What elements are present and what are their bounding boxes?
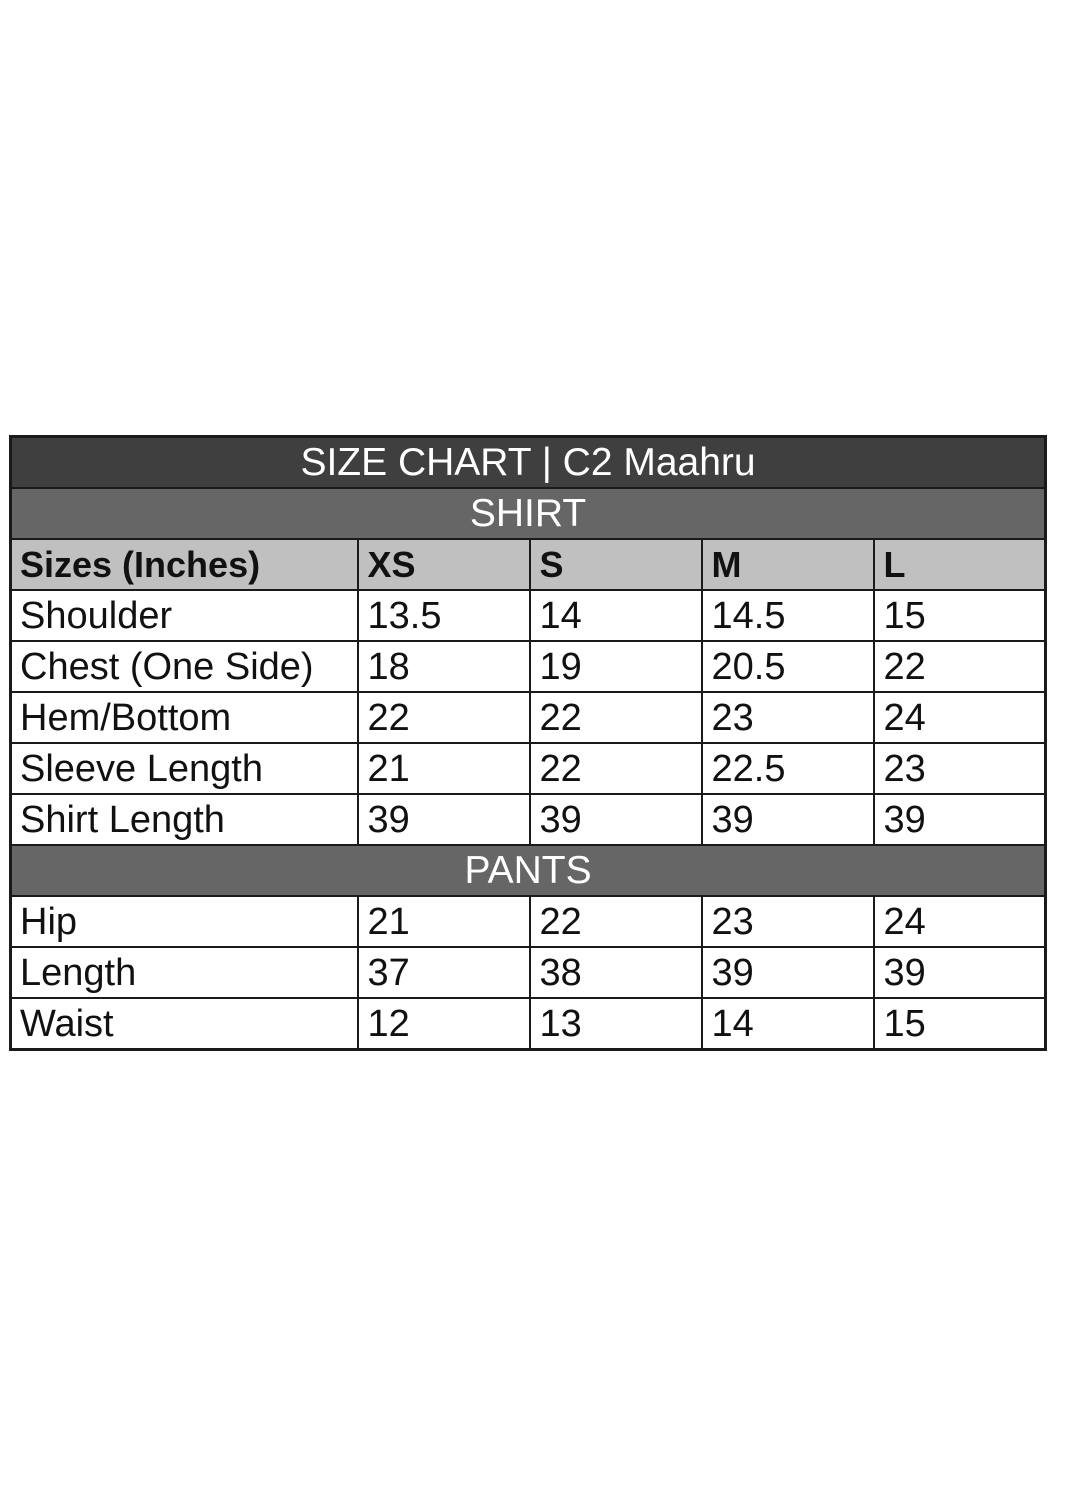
measurement-value: 37 bbox=[358, 947, 530, 998]
shirt-section-label: SHIRT bbox=[11, 488, 1046, 539]
measurement-value: 39 bbox=[874, 947, 1046, 998]
table-row bbox=[11, 743, 1046, 794]
measurement-value: 21 bbox=[358, 743, 530, 794]
size-header-xs: XS bbox=[358, 539, 530, 590]
measurement-value: 39 bbox=[702, 794, 874, 845]
measurement-value: 14 bbox=[702, 998, 874, 1050]
size-chart-table bbox=[9, 435, 1047, 1051]
pants-section-row bbox=[11, 845, 1046, 896]
pants-section-label: PANTS bbox=[11, 845, 1046, 896]
measurement-value: 23 bbox=[702, 692, 874, 743]
title-row bbox=[11, 437, 1046, 489]
measurement-value: 14 bbox=[530, 590, 702, 641]
measurement-value: 24 bbox=[874, 692, 1046, 743]
size-header-m: M bbox=[702, 539, 874, 590]
measurement-value: 15 bbox=[874, 590, 1046, 641]
measurement-value: 22 bbox=[530, 692, 702, 743]
measurement-value: 22 bbox=[874, 641, 1046, 692]
measurement-label: Shoulder bbox=[11, 590, 358, 641]
measurement-value: 23 bbox=[874, 743, 1046, 794]
measurement-label: Shirt Length bbox=[11, 794, 358, 845]
measurement-label: Chest (One Side) bbox=[11, 641, 358, 692]
measurement-value: 39 bbox=[358, 794, 530, 845]
measurement-value: 23 bbox=[702, 896, 874, 947]
measurement-value: 12 bbox=[358, 998, 530, 1050]
measurement-value: 19 bbox=[530, 641, 702, 692]
measurement-label: Length bbox=[11, 947, 358, 998]
measurement-value: 38 bbox=[530, 947, 702, 998]
measurement-value: 13.5 bbox=[358, 590, 530, 641]
measurement-value: 39 bbox=[874, 794, 1046, 845]
measurement-label: Waist bbox=[11, 998, 358, 1050]
shirt-section-row bbox=[11, 488, 1046, 539]
measurement-value: 24 bbox=[874, 896, 1046, 947]
table-row bbox=[11, 947, 1046, 998]
measurement-value: 14.5 bbox=[702, 590, 874, 641]
table-row bbox=[11, 896, 1046, 947]
measurement-label: Hem/Bottom bbox=[11, 692, 358, 743]
measurement-value: 13 bbox=[530, 998, 702, 1050]
measurement-value: 39 bbox=[702, 947, 874, 998]
size-header-s: S bbox=[530, 539, 702, 590]
measurement-value: 18 bbox=[358, 641, 530, 692]
measurement-value: 39 bbox=[530, 794, 702, 845]
measurement-value: 22 bbox=[530, 896, 702, 947]
measurement-value: 21 bbox=[358, 896, 530, 947]
measurement-value: 22 bbox=[530, 743, 702, 794]
sizes-header-label: Sizes (Inches) bbox=[11, 539, 358, 590]
measurement-value: 15 bbox=[874, 998, 1046, 1050]
measurement-value: 22 bbox=[358, 692, 530, 743]
size-header-row bbox=[11, 539, 1046, 590]
table-row bbox=[11, 590, 1046, 641]
measurement-label: Hip bbox=[11, 896, 358, 947]
table-row bbox=[11, 998, 1046, 1050]
chart-title: SIZE CHART | C2 Maahru bbox=[11, 437, 1046, 489]
measurement-label: Sleeve Length bbox=[11, 743, 358, 794]
measurement-value: 20.5 bbox=[702, 641, 874, 692]
table-row bbox=[11, 641, 1046, 692]
measurement-value: 22.5 bbox=[702, 743, 874, 794]
table-row bbox=[11, 692, 1046, 743]
size-header-l: L bbox=[874, 539, 1046, 590]
table-row bbox=[11, 794, 1046, 845]
